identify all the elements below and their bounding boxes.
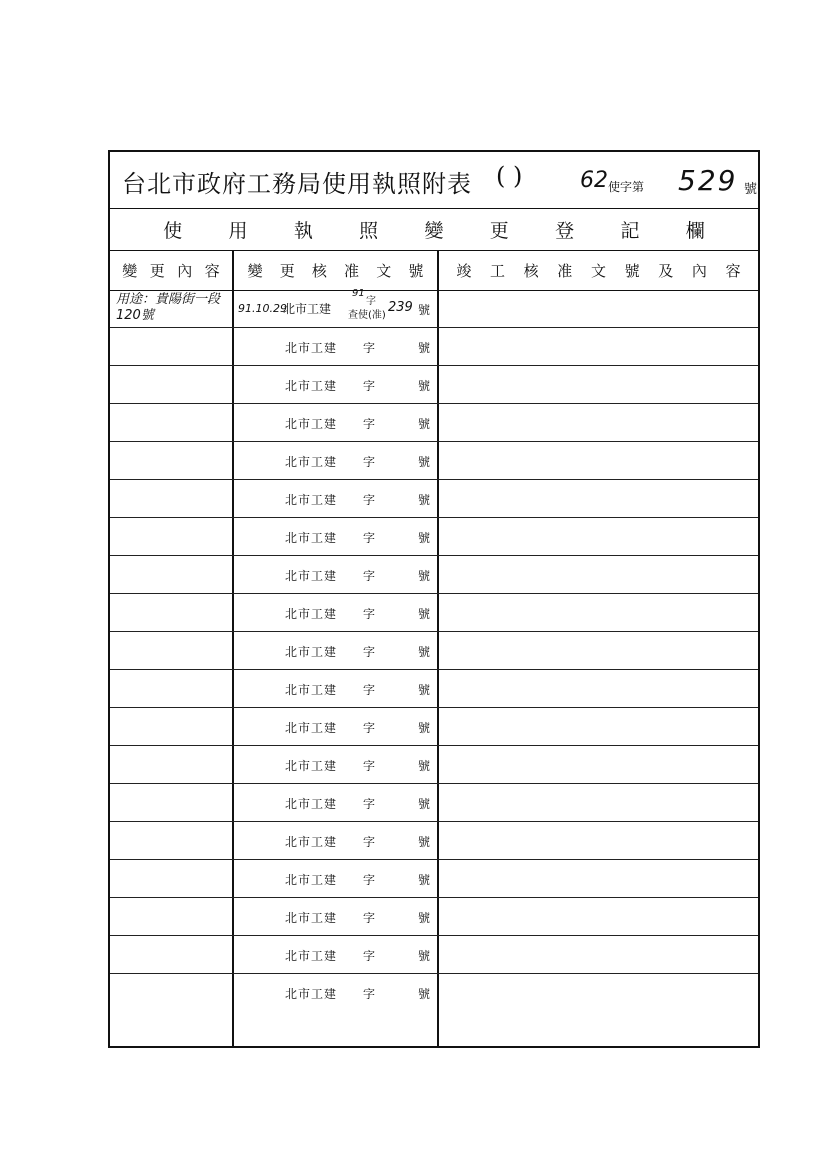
row-zi: 字 xyxy=(363,531,376,545)
row-hao: 號 xyxy=(418,455,431,469)
row-office-stamp: 北市工建 xyxy=(285,759,338,773)
row-office-stamp: 北市工建 xyxy=(285,721,338,735)
section-title xyxy=(110,208,758,250)
permit-attachment-form xyxy=(108,150,760,1048)
row-office-stamp: 北市工建 xyxy=(285,949,338,963)
row-zi: 字 xyxy=(363,797,376,811)
row-hao: 號 xyxy=(418,987,431,1001)
row-zi: 字 xyxy=(363,873,376,887)
row-zi: 字 xyxy=(363,417,376,431)
header-approval-number-char: 變 xyxy=(247,261,263,280)
row-zi: 字 xyxy=(363,949,376,963)
row-office-stamp: 北市工建 xyxy=(285,455,338,469)
header-completion-char: 竣 xyxy=(456,261,472,280)
section-title-char: 變 xyxy=(424,219,444,242)
first-number: 239 xyxy=(388,300,413,315)
table-row xyxy=(110,708,758,746)
section-title-char: 欄 xyxy=(685,219,705,242)
header-completion-char: 准 xyxy=(557,261,573,280)
table-row xyxy=(110,328,758,366)
column-header-row xyxy=(110,250,758,291)
row-hao: 號 xyxy=(418,911,431,925)
section-title-char: 登 xyxy=(555,219,575,242)
row-zi: 字 xyxy=(363,645,376,659)
row-zi: 字 xyxy=(363,607,376,621)
header-completion-char: 內 xyxy=(691,261,707,280)
table-row xyxy=(110,366,758,404)
row-office-stamp: 北市工建 xyxy=(285,341,338,355)
table-row xyxy=(110,556,758,594)
table-row xyxy=(110,974,758,1012)
table-row xyxy=(110,404,758,442)
section-title-char: 使 xyxy=(163,219,183,242)
section-title-char: 執 xyxy=(293,219,313,242)
row-office-stamp: 北市工建 xyxy=(285,987,338,1001)
first-char: 字 xyxy=(366,296,376,307)
title-paren: ( ) xyxy=(496,162,523,190)
header-approval-number-char: 准 xyxy=(344,261,360,280)
section-title-char: 更 xyxy=(489,219,509,242)
section-title-row xyxy=(110,208,758,251)
row-hao: 號 xyxy=(418,379,431,393)
header-change-content-char: 容 xyxy=(204,261,220,280)
row-hao: 號 xyxy=(418,569,431,583)
first-change-content: 用途：貴陽街一段120號 xyxy=(116,292,221,323)
header-approval-number-char: 核 xyxy=(311,261,327,280)
section-title-char: 照 xyxy=(359,219,379,242)
permit-suffix: 號 xyxy=(744,182,758,197)
header-completion-char: 工 xyxy=(489,261,505,280)
first-sup: 91 xyxy=(352,288,365,299)
table-row xyxy=(110,632,758,670)
row-zi: 字 xyxy=(363,341,376,355)
row-hao: 號 xyxy=(418,759,431,773)
row-office-stamp: 北市工建 xyxy=(285,835,338,849)
header-completion-char: 及 xyxy=(658,261,674,280)
table-row xyxy=(110,898,758,936)
header-completion-char: 容 xyxy=(725,261,741,280)
first-sub: 查使(准) xyxy=(348,310,386,321)
registration-rows xyxy=(110,290,758,1012)
row-office-stamp: 北市工建 xyxy=(285,645,338,659)
row-hao: 號 xyxy=(418,797,431,811)
permit-number: 529 xyxy=(678,164,738,197)
permit-year: 62 xyxy=(580,168,608,193)
table-row xyxy=(110,594,758,632)
row-office-stamp: 北市工建 xyxy=(285,531,338,545)
row-hao: 號 xyxy=(418,341,431,355)
header-completion-char: 號 xyxy=(624,261,640,280)
form-title-row xyxy=(110,152,758,209)
header-change-content-char: 更 xyxy=(149,261,165,280)
first-suffix: 號 xyxy=(418,303,431,317)
header-change-content-char: 變 xyxy=(122,261,138,280)
row-office-stamp: 北市工建 xyxy=(285,797,338,811)
header-approval-number xyxy=(233,250,438,290)
row-hao: 號 xyxy=(418,721,431,735)
header-approval-number-char: 更 xyxy=(279,261,295,280)
form-title: 台北市政府工務局使用執照附表 xyxy=(122,170,472,198)
row-zi: 字 xyxy=(363,721,376,735)
row-office-stamp: 北市工建 xyxy=(285,607,338,621)
table-row xyxy=(110,936,758,974)
header-completion-char: 核 xyxy=(523,261,539,280)
table-row xyxy=(110,518,758,556)
row-office-stamp: 北市工建 xyxy=(285,379,338,393)
header-completion xyxy=(439,250,758,290)
table-row-first xyxy=(110,290,758,328)
row-zi: 字 xyxy=(363,493,376,507)
table-row xyxy=(110,822,758,860)
row-office-stamp: 北市工建 xyxy=(285,911,338,925)
row-hao: 號 xyxy=(418,531,431,545)
row-zi: 字 xyxy=(363,683,376,697)
row-office-stamp: 北市工建 xyxy=(285,683,338,697)
section-title-char: 用 xyxy=(228,219,248,242)
section-title-char: 記 xyxy=(620,219,640,242)
table-row xyxy=(110,480,758,518)
table-row xyxy=(110,670,758,708)
row-office-stamp: 北市工建 xyxy=(285,493,338,507)
row-zi: 字 xyxy=(363,911,376,925)
row-hao: 號 xyxy=(418,645,431,659)
row-zi: 字 xyxy=(363,569,376,583)
table-row xyxy=(110,746,758,784)
row-hao: 號 xyxy=(418,835,431,849)
table-row xyxy=(110,442,758,480)
table-row xyxy=(110,860,758,898)
header-approval-number-char: 號 xyxy=(408,261,424,280)
row-zi: 字 xyxy=(363,379,376,393)
header-change-content xyxy=(110,250,232,290)
table-row xyxy=(110,784,758,822)
first-date: 91.10.29 xyxy=(238,302,287,315)
row-hao: 號 xyxy=(418,417,431,431)
row-zi: 字 xyxy=(363,759,376,773)
row-hao: 號 xyxy=(418,873,431,887)
permit-char: 使字第 xyxy=(608,180,645,194)
row-office-stamp: 北市工建 xyxy=(285,417,338,431)
row-office-stamp: 北市工建 xyxy=(285,569,338,583)
row-zi: 字 xyxy=(363,455,376,469)
header-approval-number-char: 文 xyxy=(376,261,392,280)
header-change-content-char: 內 xyxy=(177,261,193,280)
row-zi: 字 xyxy=(363,835,376,849)
row-hao: 號 xyxy=(418,949,431,963)
row-hao: 號 xyxy=(418,493,431,507)
row-zi: 字 xyxy=(363,987,376,1001)
row-hao: 號 xyxy=(418,683,431,697)
row-hao: 號 xyxy=(418,607,431,621)
row-office-stamp: 北市工建 xyxy=(285,873,338,887)
header-completion-char: 文 xyxy=(590,261,606,280)
first-office: 北市工建 xyxy=(283,302,332,316)
